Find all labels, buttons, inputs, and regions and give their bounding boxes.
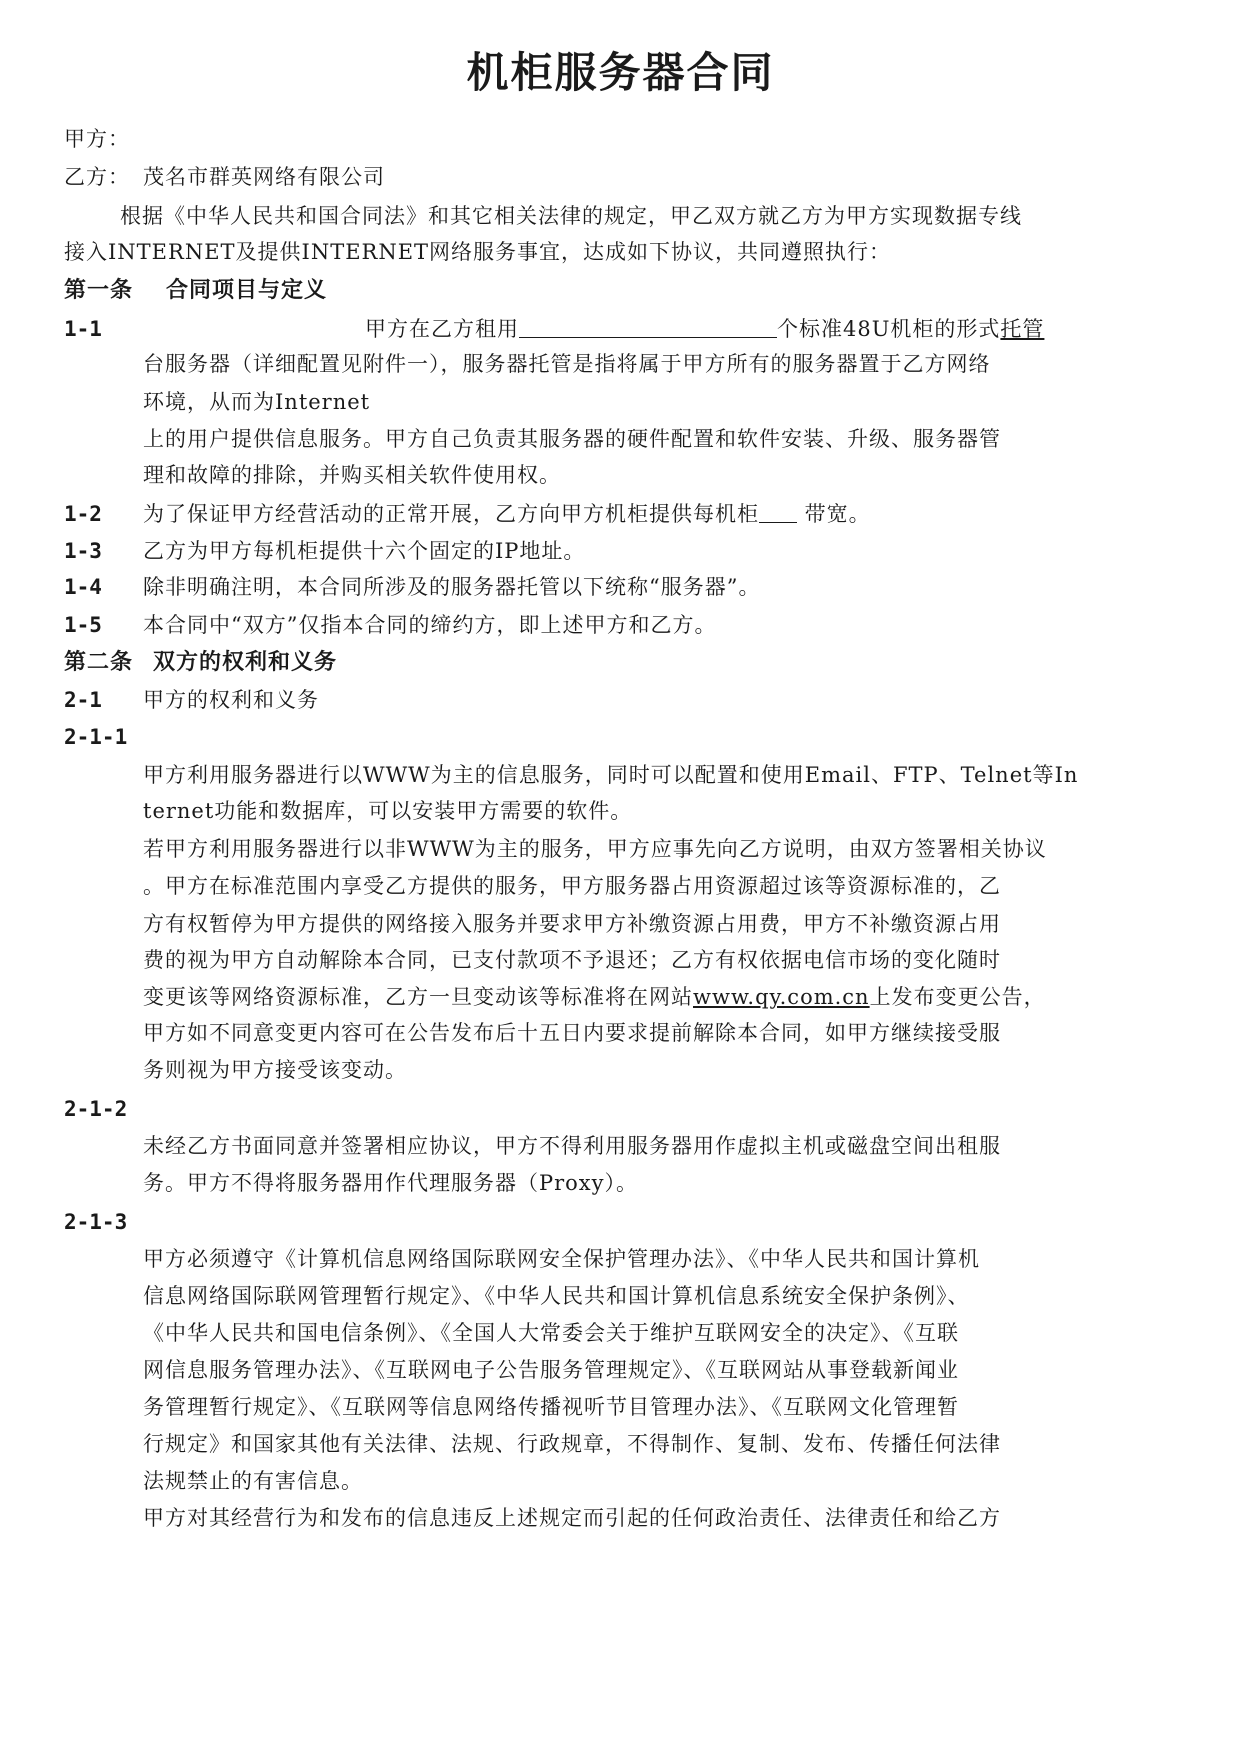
clause-1-1-line-3: 环境，从而为Internet [143,390,371,414]
clause-2-1-1-p2-line-4: 费的视为甲方自动解除本合同，已支付款项不予退还；乙方有权依据电信市场的变化随时 [143,948,1001,972]
document-title: 机柜服务器合同 [466,48,775,97]
clause-1-2-pre: 为了保证甲方经营活动的正常开展，乙方向甲方机柜提供每机柜 [143,502,759,526]
clause-1-3-number: 1-3 [64,539,102,563]
clause-2-1-1-p2-line-3: 方有权暂停为甲方提供的网络接入服务并要求甲方补缴资源占用费，甲方不补缴资源占用 [143,912,1001,936]
clause-1-5-text: 本合同中“双方”仅指本合同的缔约方，即上述甲方和乙方。 [143,613,717,637]
clause-1-3-text: 乙方为甲方每机柜提供十六个固定的IP地址。 [143,539,586,563]
clause-1-1-pre: 甲方在乙方租用 [365,317,519,341]
clause-1-1-number: 1-1 [64,317,102,341]
clause-2-1-text: 甲方的权利和义务 [143,688,319,712]
clause-2-1-2-number: 2-1-2 [64,1097,128,1121]
party-b-label: 乙方： [64,165,130,189]
clause-2-1-1-p1-line-1: 甲方利用服务器进行以WWW为主的信息服务，同时可以配置和使用Email、FTP、Telnet等In [143,763,1079,787]
clause-2-1-1-link-line [143,983,1046,1011]
party-b-name: 茂名市群英网络有限公司 [143,165,385,189]
clause-2-1-1-p1-line-2: ternet功能和数据库，可以安装甲方需要的软件。 [143,799,633,823]
cabinet-count-blank [519,315,777,338]
clause-2-1-3-line-2: 信息网络国际联网管理暂行规定》、《中华人民共和国计算机信息系统安全保护条例》、 [143,1284,970,1308]
link-line-post: 上发布变更公告， [869,985,1046,1009]
article-2-number: 第二条 [64,650,134,675]
clause-1-1-line-5: 理和故障的排除，并购买相关软件使用权。 [143,463,561,487]
preamble-line-1: 根据《中华人民共和国合同法》和其它相关法律的规定，甲乙双方就乙方为甲方实现数据专线 [120,204,1022,228]
clause-2-1-2-line-1: 未经乙方书面同意并签署相应协议，甲方不得利用服务器用作虚拟主机或磁盘空间出租服 [143,1134,1001,1158]
clause-2-1-3-line-3: 《中华人民共和国电信条例》、《全国人大常委会关于维护互联网安全的决定》、《互联 [143,1321,959,1345]
clause-2-1-1-number: 2-1-1 [64,725,128,749]
bandwidth-blank [759,500,797,523]
link-line-pre: 变更该等网络资源标准，乙方一旦变动该等标准将在网站 [143,985,693,1009]
clause-2-1-1-p2-line-2: 。甲方在标准范围内享受乙方提供的服务，甲方服务器占用资源超过该等资源标准的，乙 [143,874,1001,898]
clause-2-1-3-line-6: 行规定》和国家其他有关法律、法规、行政规章，不得制作、复制、发布、传播任何法律 [143,1432,1001,1456]
clause-2-1-3-line-7: 法规禁止的有害信息。 [143,1469,363,1493]
article-1-title: 合同项目与定义 [166,278,328,303]
clause-2-1-3-line-5: 务管理暂行规定》、《互联网等信息网络传播视听节目管理办法》、《互联网文化管理暂 [143,1395,959,1419]
party-a-label: 甲方： [64,127,130,151]
preamble-line-2: 接入INTERNET及提供INTERNET网络服务事宜，达成如下协议，共同遵照执行： [64,240,892,264]
clause-1-2-text [143,500,871,528]
article-1-number: 第一条 [64,278,134,303]
clause-2-1-3-line-4: 网信息服务管理办法》、《互联网电子公告服务管理规定》、《互联网站从事登载新闻业 [143,1358,959,1382]
clause-2-1-1-tail-line-2: 务则视为甲方接受该变动。 [143,1058,407,1082]
clause-1-1-underlined: 托管 [1000,317,1045,341]
clause-1-2-number: 1-2 [64,502,102,526]
clause-1-5-number: 1-5 [64,613,102,637]
article-2-title: 双方的权利和义务 [153,650,338,675]
clause-1-1-line-4: 上的用户提供信息服务。甲方自己负责其服务器的硬件配置和软件安装、升级、服务器管 [143,427,1001,451]
clause-2-1-3-line-1: 甲方必须遵守《计算机信息网络国际联网安全保护管理办法》、《中华人民共和国计算机 [143,1247,980,1271]
clause-2-1-3-number: 2-1-3 [64,1210,128,1234]
clause-2-1-3-line-8: 甲方对其经营行为和发布的信息违反上述规定而引起的任何政治责任、法律责任和给乙方 [143,1506,1001,1530]
clause-1-1-mid: 个标准48U机柜的形式 [777,317,1001,341]
clause-1-1-line-2: 台服务器（详细配置见附件一），服务器托管是指将属于甲方所有的服务器置于乙方网络 [143,352,991,376]
clause-2-1-1-p2-line-1: 若甲方利用服务器进行以非WWW为主的服务，甲方应事先向乙方说明，由双方签署相关协议 [143,837,1047,861]
clause-1-4-text: 除非明确注明，本合同所涉及的服务器托管以下统称“服务器”。 [143,575,761,599]
clause-1-4-number: 1-4 [64,575,102,599]
clause-2-1-2-line-2: 务。甲方不得将服务器用作代理服务器（Proxy）。 [143,1171,639,1195]
clause-1-2-post: 带宽。 [797,502,871,526]
clause-2-1-number: 2-1 [64,688,102,712]
website-link[interactable]: www.qy.com.cn [693,985,870,1009]
clause-2-1-1-tail-line-1: 甲方如不同意变更内容可在公告发布后十五日内要求提前解除本合同，如甲方继续接受服 [143,1021,1001,1045]
clause-1-1-first-line [365,315,1044,343]
